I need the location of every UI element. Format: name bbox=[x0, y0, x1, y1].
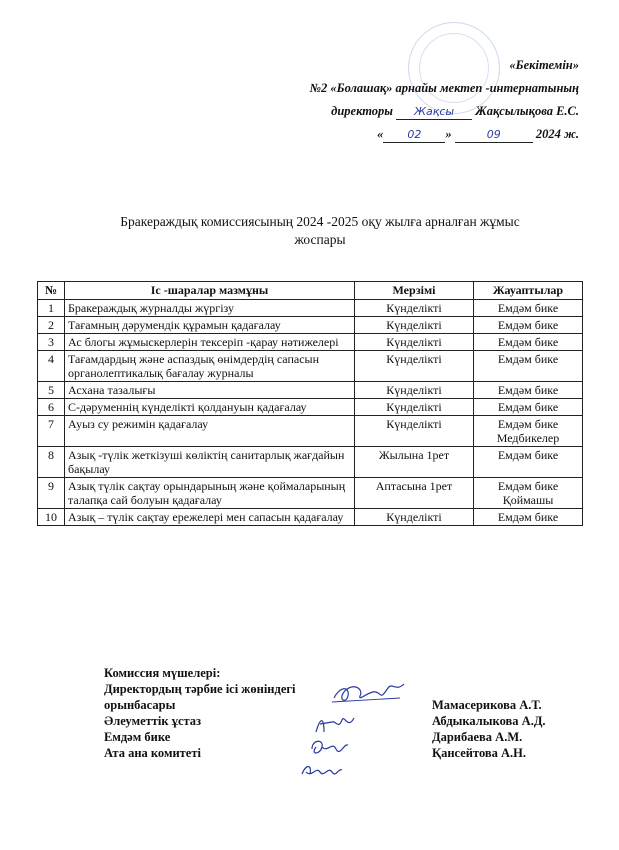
date-close-quote: » bbox=[445, 127, 452, 141]
table-row bbox=[38, 447, 583, 478]
signature-parent-committee bbox=[298, 758, 344, 784]
row-number: 1 bbox=[38, 300, 65, 317]
row-term: Күнделікті bbox=[355, 416, 474, 447]
row-activity: Азық – түлік сақтау ережелері мен сапасын қадағалау bbox=[65, 509, 355, 526]
row-number: 3 bbox=[38, 334, 65, 351]
row-activity: С-дәруменнің күнделікті қолдануын қадағалау bbox=[65, 399, 355, 416]
table-row bbox=[38, 478, 583, 509]
header-responsible: Жауаптылар bbox=[474, 282, 583, 300]
row-responsible: Емдәм бике Қоймашы bbox=[474, 478, 583, 509]
document-title bbox=[70, 213, 570, 249]
row-term: Күнделікті bbox=[355, 382, 474, 399]
row-responsible: Емдәм бике bbox=[474, 334, 583, 351]
approval-date-line bbox=[159, 123, 579, 146]
row-term: Аптасына 1рет bbox=[355, 478, 474, 509]
row-responsible: Емдәм бике bbox=[474, 447, 583, 478]
row-term: Күнделікті bbox=[355, 351, 474, 382]
row-activity: Ас блогы жұмыскерлерін тексеріп -қарау нәтижелері bbox=[65, 334, 355, 351]
row-activity: Ауыз су режимін қадағалау bbox=[65, 416, 355, 447]
title-line-1: Бракераждық комиссиясының 2024 -2025 оқу жылға арналған жұмыс bbox=[120, 214, 520, 229]
date-month: 09 bbox=[455, 128, 533, 143]
table-header-row bbox=[38, 282, 583, 300]
table-row bbox=[38, 317, 583, 334]
approval-block bbox=[159, 54, 579, 146]
row-responsible: Емдәм бике bbox=[474, 351, 583, 382]
row-term: Күнделікті bbox=[355, 300, 474, 317]
row-responsible: Емдәм бике Медбикелер bbox=[474, 416, 583, 447]
row-activity: Асхана тазалығы bbox=[65, 382, 355, 399]
row-activity: Тағамның дәрумендік құрамын қадағалау bbox=[65, 317, 355, 334]
row-number: 4 bbox=[38, 351, 65, 382]
row-responsible: Емдәм бике bbox=[474, 300, 583, 317]
member-role: Емдәм бике bbox=[104, 730, 171, 744]
row-responsible: Емдәм бике bbox=[474, 317, 583, 334]
row-number: 6 bbox=[38, 399, 65, 416]
table-row bbox=[38, 351, 583, 382]
row-responsible: Емдәм бике bbox=[474, 509, 583, 526]
row-responsible: Емдәм бике bbox=[474, 399, 583, 416]
row-number: 8 bbox=[38, 447, 65, 478]
row-responsible: Емдәм бике bbox=[474, 382, 583, 399]
approval-director-line bbox=[159, 100, 579, 123]
member-role: Директордың тәрбие ісі жөніндегі bbox=[104, 682, 296, 696]
header-number: № bbox=[38, 282, 65, 300]
row-activity: Бракераждық журналды жүргізу bbox=[65, 300, 355, 317]
table-row bbox=[38, 416, 583, 447]
director-label: директоры bbox=[331, 104, 393, 118]
director-signature: Жақсы bbox=[396, 105, 472, 120]
table-row bbox=[38, 399, 583, 416]
row-term: Күнделікті bbox=[355, 509, 474, 526]
date-open-quote: « bbox=[377, 127, 384, 141]
row-number: 7 bbox=[38, 416, 65, 447]
approval-heading: «Бекітемін» bbox=[509, 58, 579, 72]
member-name: Мамасерикова А.Т. bbox=[432, 698, 542, 712]
table-row bbox=[38, 509, 583, 526]
member-role: Әлеуметтік ұстаз bbox=[104, 714, 202, 728]
header-activity: Іс -шаралар мазмұны bbox=[65, 282, 355, 300]
header-term: Мерзімі bbox=[355, 282, 474, 300]
member-name: Қансейтова А.Н. bbox=[432, 746, 527, 760]
member-role: Ата ана комитеті bbox=[104, 746, 201, 760]
row-term: Күнделікті bbox=[355, 399, 474, 416]
table-row bbox=[38, 382, 583, 399]
date-day: 02 bbox=[383, 128, 445, 143]
row-activity: Тағамдардың және аспаздық өнімдердің сапасын органолептикалық бағалау журналы bbox=[65, 351, 355, 382]
approval-school: №2 «Болашақ» арнайы мектеп -интернатының bbox=[309, 81, 579, 95]
plan-table bbox=[37, 281, 583, 526]
date-year: 2024 ж. bbox=[535, 127, 579, 141]
row-term: Күнделікті bbox=[355, 317, 474, 334]
row-number: 2 bbox=[38, 317, 65, 334]
row-term: Күнделікті bbox=[355, 334, 474, 351]
row-number: 9 bbox=[38, 478, 65, 509]
signature-deputy-director bbox=[330, 678, 408, 708]
commission-heading: Комиссия мүшелері: bbox=[104, 666, 221, 680]
member-role: орынбасары bbox=[104, 698, 176, 712]
row-activity: Азық -түлік жеткізуші көліктің санитарлық жағдайын бақылау bbox=[65, 447, 355, 478]
row-activity: Азық түлік сақтау орындарының және қоймаларының талапқа сай болуын қадағалау bbox=[65, 478, 355, 509]
row-term: Жылына 1рет bbox=[355, 447, 474, 478]
table-row bbox=[38, 300, 583, 317]
table-row bbox=[38, 334, 583, 351]
director-name: Жақсылықова Е.С. bbox=[475, 104, 579, 118]
member-name: Абдыкалыкова А.Д. bbox=[432, 714, 546, 728]
member-name: Дарибаева А.М. bbox=[432, 730, 523, 744]
row-number: 5 bbox=[38, 382, 65, 399]
row-number: 10 bbox=[38, 509, 65, 526]
title-line-2: жоспары bbox=[294, 232, 346, 247]
